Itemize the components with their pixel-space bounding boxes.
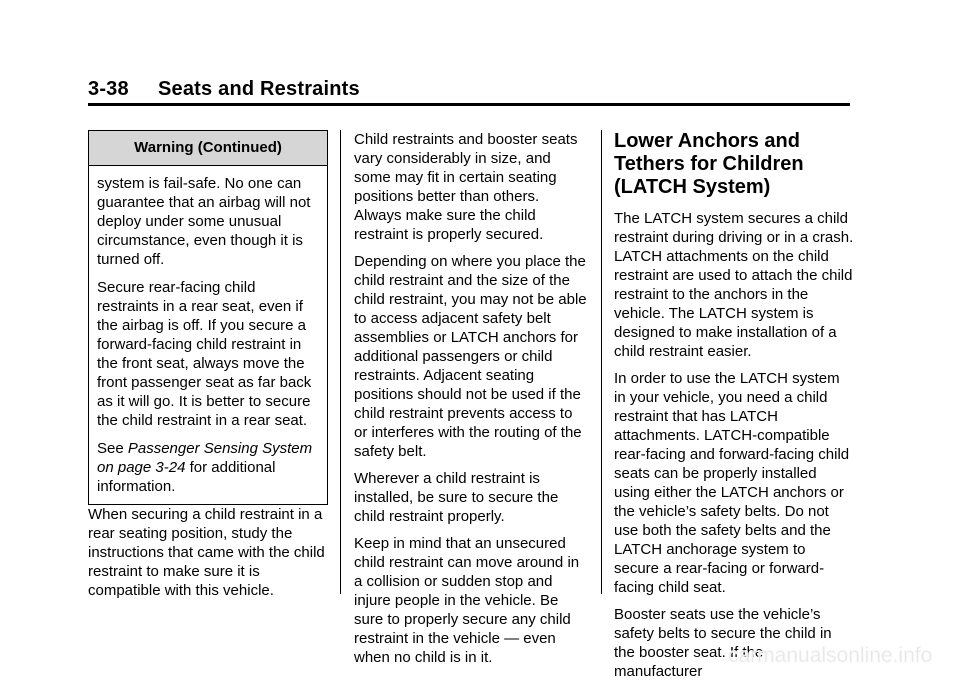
body-paragraph: Wherever a child restraint is installed, be sure to secure the child restraint properly. [354,470,559,525]
svg-text:carmanualsonline.info: carmanualsonline.info [728,644,933,667]
column-divider-1 [340,130,341,594]
see-prefix: See [97,440,128,457]
column-divider-2 [601,130,602,594]
column-1 [88,130,328,608]
header-rule [88,103,850,106]
body-paragraph: Keep in mind that an unsecured child restraint can move around in a collision or sudden stop and injure people in the vehicle. Be sure to properly secure any child restraint in the vehicle — even when no child is in it. [354,535,580,666]
body-paragraph: Depending on where you place the child restraint and the size of the child restraint, you may not be able to access adjacent safety belt assemblies or LATCH anchors for additional passengers or child restraints. Adjacent seating positions should not be used if the child restraint prevents access to or interferes with the routing of the safety belt. [354,253,587,460]
body-paragraph: Child restraints and booster seats vary considerably in size, and some may fit in certain seating positions better than others. Always make sure the child restraint is properly secured. [354,131,578,243]
body-paragraph: When securing a child restraint in a rear seating position, study the instructions that came with the child restraint to make sure it is compatible with this vehicle. [88,506,325,599]
column-2 [354,130,588,675]
warning-title: Warning (Continued) [89,131,327,166]
section-heading: Lower Anchors and Tethers for Children (LATCH System) [614,130,804,198]
see-suffix: for additional information. [97,459,276,495]
body-paragraph: In order to use the LATCH system in your vehicle, you need a child restraint that has LATCH attachments. LATCH-compatible rear-facing and forward-facing child seats can be properly installed using either the LATCH anchors or the vehicle’s safety belts. Do not use both the safety belts and the LATCH anchorage system to secure a rear-facing or forward-facing child seat. [614,370,850,596]
cross-reference-link[interactable]: Passenger Sensing System on page 3-24 [97,440,313,476]
page-header [88,78,850,104]
body-paragraph: The LATCH system secures a child restraint during driving or in a crash. LATCH attachments on the child restraint are used to attach the child restraint to the anchors in the vehicle. The LATCH system is designed to make installation of a child restraint easier. [614,210,854,360]
warning-box [88,130,328,505]
watermark-logo [726,642,954,668]
section-title: Seats and Restraints [158,78,360,100]
page-number: 3-38 [88,78,129,100]
warning-body [89,166,327,504]
column-3 [614,130,854,689]
warning-see-reference [97,439,321,496]
warning-paragraph: Secure rear-facing child restraints in a rear seat, even if the airbag is off. If you secure a forward-facing child restraint in the front seat, always move the front passenger seat as far back as it will go. It is better to secure the child restraint in a rear seat. [97,279,312,429]
warning-paragraph: system is fail-safe. No one can guarantee that an airbag will not deploy under some unusual circumstance, even though it is turned off. [97,175,311,268]
body-paragraph: Booster seats use the vehicle’s safety belts to secure the child in the booster seat. If the manufacturer [614,606,832,680]
